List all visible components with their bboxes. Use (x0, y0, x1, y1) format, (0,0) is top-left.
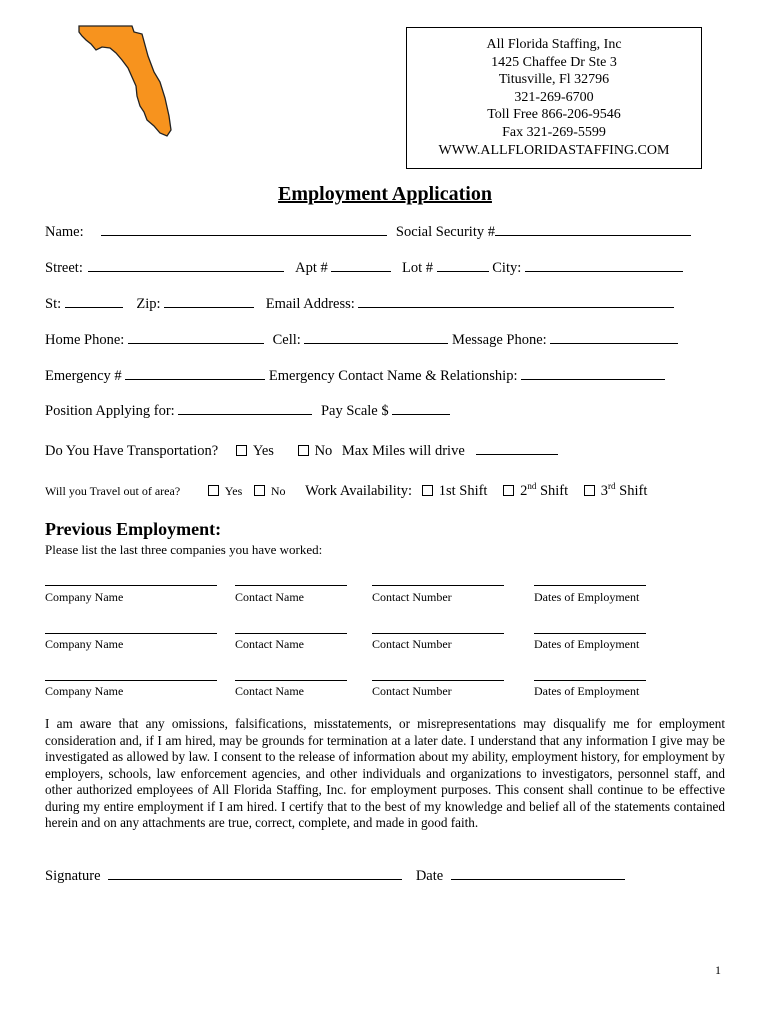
cell-label: Cell: (272, 332, 301, 348)
employer-2-dates-label: Dates of Employment (534, 637, 640, 651)
max-miles-label: Max Miles will drive (341, 443, 465, 459)
ssn-label: Social Security # (395, 224, 495, 240)
street-row (45, 257, 683, 277)
date-field[interactable] (451, 865, 625, 880)
employer-1-company-line[interactable] (45, 585, 217, 586)
employer-2-number-line[interactable] (372, 633, 504, 634)
position-field[interactable] (178, 400, 312, 415)
employer-1-dates-line[interactable] (534, 585, 646, 586)
lot-field[interactable] (437, 257, 489, 272)
travel-row (45, 481, 647, 500)
employer-1-dates-label: Dates of Employment (534, 590, 640, 604)
employer-3-company-label: Company Name (45, 684, 124, 698)
phone-row (45, 329, 678, 349)
zip-label: Zip: (136, 296, 161, 312)
cell-field[interactable] (304, 329, 448, 344)
second-shift-checkbox[interactable] (503, 485, 514, 496)
third-shift-checkbox[interactable] (584, 485, 595, 496)
position-row (45, 400, 450, 420)
date-label: Date (415, 868, 444, 884)
transport-no-label: No (314, 443, 333, 459)
zip-field[interactable] (164, 293, 254, 308)
emergency-contact-field[interactable] (521, 365, 665, 380)
employer-3-dates-line[interactable] (534, 680, 646, 681)
travel-no-label: No (270, 483, 286, 498)
city-field[interactable] (525, 257, 683, 272)
employer-1-contact-line[interactable] (235, 585, 347, 586)
state-row (45, 293, 674, 313)
signature-label: Signature (45, 868, 101, 884)
home-phone-label: Home Phone: (45, 332, 125, 348)
company-address-line1: 1425 Chaffee Dr Ste 3 (491, 54, 617, 70)
employer-3-dates-label: Dates of Employment (534, 684, 640, 698)
transport-no-checkbox[interactable] (298, 445, 309, 456)
consent-statement: I am aware that any omissions, falsifications, misstatements, or misrepresentations may disqualify me for employment consideration and, if I am hired, may be grounds for termination at a later date. I understand that any information I give may be investigated as allowed by law. I consent to the release of information about my ability, employment history, for employment by employers, schools, law enforcement agencies, and other individuals and organizations to investigators, personnel staff, and other authorized employees of All Florida Staffing, Inc. for employment purposes. This consent shall continue to be effective during my entire employment if I am hired. I certify that to the best of my knowledge and belief all of the statements contained herein and on any attachments are true, correct, complete, and made in good faith. (45, 716, 725, 830)
name-label: Name: (45, 224, 84, 240)
company-website: WWW.ALLFLORIDASTAFFING.COM (438, 142, 670, 158)
company-fax: Fax 321-269-5599 (502, 124, 606, 140)
florida-map-icon (44, 20, 252, 150)
ssn-field[interactable] (495, 221, 691, 236)
company-info-box (406, 27, 702, 169)
first-shift-label: 1st Shift (438, 482, 488, 499)
state-field[interactable] (65, 293, 123, 308)
first-shift-checkbox[interactable] (422, 485, 433, 496)
employer-3-contact-label: Contact Name (235, 684, 304, 698)
employer-2-contact-label: Contact Name (235, 637, 304, 651)
apt-field[interactable] (331, 257, 391, 272)
previous-employment-heading: Previous Employment: (45, 519, 222, 539)
city-label: City: (492, 260, 522, 276)
max-miles-field[interactable] (476, 440, 558, 455)
work-availability-label: Work Availability: (305, 482, 413, 499)
employer-3-company-line[interactable] (45, 680, 217, 681)
company-toll-free: Toll Free 866-206-9546 (487, 107, 621, 123)
transportation-row (45, 440, 558, 460)
employer-1-number-label: Contact Number (372, 590, 452, 604)
emergency-contact-label: Emergency Contact Name & Relationship: (268, 368, 518, 384)
emergency-field[interactable] (125, 365, 265, 380)
position-label: Position Applying for: (45, 403, 175, 419)
lot-label: Lot # (401, 260, 433, 276)
state-label: St: (45, 296, 62, 312)
name-row (45, 221, 691, 241)
employer-2-dates-line[interactable] (534, 633, 646, 634)
employer-2-company-label: Company Name (45, 637, 124, 651)
employer-3-number-line[interactable] (372, 680, 504, 681)
signature-field[interactable] (108, 865, 402, 880)
pay-scale-label: Pay Scale $ (320, 403, 389, 419)
transport-yes-checkbox[interactable] (236, 445, 247, 456)
email-label: Email Address: (265, 296, 355, 312)
page-title: Employment Application (278, 183, 492, 205)
home-phone-field[interactable] (128, 329, 264, 344)
company-phone: 321-269-6700 (514, 89, 594, 105)
employer-2-number-label: Contact Number (372, 637, 452, 651)
previous-employment-instruction: Please list the last three companies you have worked: (45, 542, 323, 557)
name-field[interactable] (101, 221, 387, 236)
company-address-line2: Titusville, Fl 32796 (498, 72, 610, 88)
employer-2-company-line[interactable] (45, 633, 217, 634)
page-number: 1 (715, 963, 721, 977)
transport-yes-label: Yes (252, 443, 274, 459)
second-shift-label: 2nd Shift (520, 481, 569, 499)
employer-2-contact-line[interactable] (235, 633, 347, 634)
pay-scale-field[interactable] (392, 400, 450, 415)
employer-3-number-label: Contact Number (372, 684, 452, 698)
company-name: All Florida Staffing, Inc (486, 37, 622, 52)
travel-no-checkbox[interactable] (254, 485, 265, 496)
travel-yes-checkbox[interactable] (208, 485, 219, 496)
employer-1-contact-label: Contact Name (235, 590, 304, 604)
employer-1-number-line[interactable] (372, 585, 504, 586)
travel-question: Will you Travel out of area? (45, 483, 181, 498)
street-label: Street: (45, 260, 83, 276)
emergency-row (45, 365, 665, 385)
travel-yes-label: Yes (224, 483, 243, 498)
florida-logo (44, 20, 252, 150)
third-shift-label: 3rd Shift (600, 481, 648, 499)
transportation-question: Do You Have Transportation? (45, 443, 219, 459)
street-field[interactable] (88, 257, 284, 272)
signature-row (45, 865, 625, 885)
employer-1-company-label: Company Name (45, 590, 124, 604)
emergency-label: Emergency # (45, 368, 122, 384)
message-phone-field[interactable] (550, 329, 678, 344)
message-phone-label: Message Phone: (452, 332, 547, 348)
employer-3-contact-line[interactable] (235, 680, 347, 681)
apt-label: Apt # (295, 260, 328, 276)
email-field[interactable] (358, 293, 674, 308)
